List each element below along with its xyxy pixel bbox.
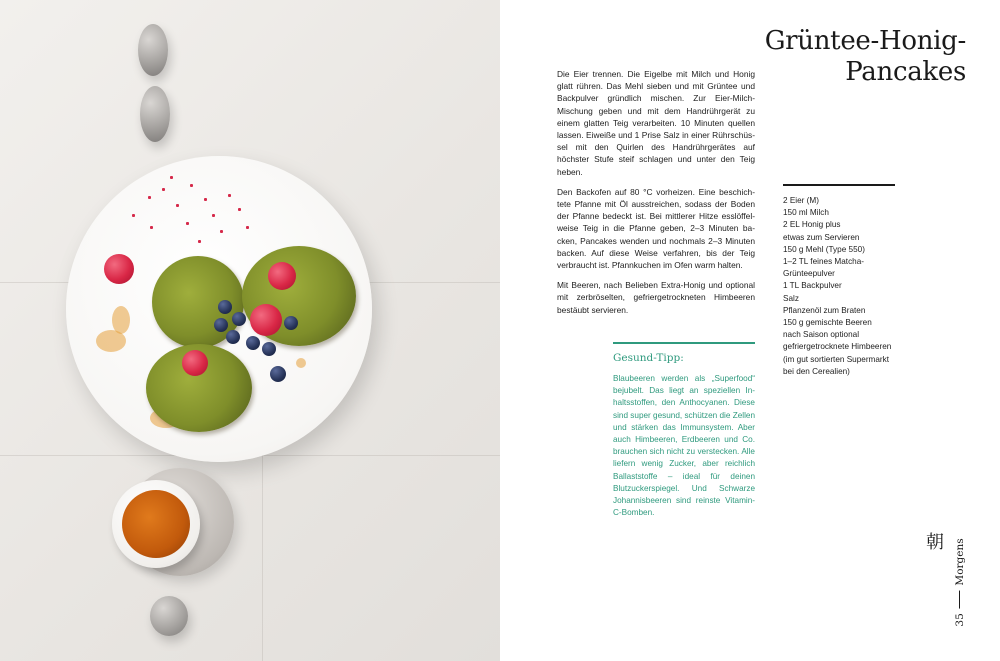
blueberry — [232, 312, 246, 326]
blueberry — [284, 316, 298, 330]
health-tip-text: Blaubeeren werden als „Superfood“ bejubelt. Das liegt an speziellen Inhaltsstoffen, den Anthocyanen. Diese sind super gesund, schützen die Zellen und stärken das Immunsystem. Aber auch Himbeeren, Erdbeeren und Co. brauchen sich nicht zu verstecken. Alle liefern wenig Zucker, aber reichlich Ballaststoffe – ideal für deinen Blutzuckerspiegel. Und Schwarze Johannisbeeren sind reinste Vitamin-C-Bomben. — [613, 374, 756, 518]
ingredient-line: gefriergetrocknete Himbeeren — [783, 342, 892, 352]
raspberry-crumb — [162, 188, 165, 191]
raspberry-crumb — [204, 198, 207, 201]
health-tip-heading: Gesund-Tipp: — [613, 352, 684, 364]
ingredient-line: nach Saison optional — [783, 330, 860, 340]
blueberry — [218, 300, 232, 314]
instructions — [557, 68, 755, 324]
raspberry-crumb — [132, 214, 135, 217]
ingredient-line: etwas zum Servieren — [783, 232, 860, 242]
ingredient-line: bei den Cerealien) — [783, 366, 850, 376]
honey — [122, 490, 190, 558]
recipe-title-line-2: Pancakes — [845, 57, 966, 87]
raspberry-crumb — [170, 176, 173, 179]
ingredient-line: 1 TL Backpulver — [783, 281, 842, 291]
ingredient-line: 2 Eier (M) — [783, 196, 819, 205]
raspberry-crumb — [186, 222, 189, 225]
stone-top — [138, 24, 168, 76]
ingredient-line: Pflanzenöl zum Braten — [783, 305, 866, 315]
recipe-title — [765, 26, 966, 88]
instruction-paragraph: Mit Beeren, nach Belieben Extra-Honig und optional mit zerbröselten, gefriergetrockneten Himbeeren bestäubt servieren. — [557, 280, 755, 315]
raspberry-crumb — [190, 184, 193, 187]
raspberry-crumb — [220, 230, 223, 233]
stone-bottom — [150, 596, 188, 636]
blueberry — [262, 342, 276, 356]
raspberry — [250, 304, 282, 336]
ingredient-line: 1–2 TL feines Matcha- — [783, 257, 865, 267]
ingredient-line: 150 ml Milch — [783, 208, 829, 218]
kanji-morning: 朝 — [926, 532, 944, 553]
raspberry-crumb — [238, 208, 241, 211]
raspberry-crumb — [246, 226, 249, 229]
ingredient-list — [783, 184, 895, 378]
ingredient-line: Salz — [783, 293, 799, 303]
tile-joint — [262, 455, 263, 661]
honey-drizzle — [296, 358, 306, 368]
stone-middle — [140, 86, 170, 142]
honey-drizzle — [112, 306, 130, 334]
health-tip-box — [613, 342, 755, 519]
recipe-title-line-1: Grüntee-Honig- — [764, 26, 966, 56]
ingredient-line: (im gut sortierten Supermarkt — [783, 354, 890, 364]
ingredient-line: 150 g Mehl (Type 550) — [783, 244, 865, 254]
instruction-paragraph: Die Eier trennen. Die Eigelbe mit Milch und Honig glatt rühren. Das Mehl sieben und mit Grüntee und Backpulver gründlich mischen. Zur Eier-Milch-Mischung geben und mit dem Handrührgerät zu einem glatten Teig verarbeiten. 10 Minuten quellen lassen. Eiweiße und 1 Prise Salz in einer Rührschüssel mit den Quirlen des Handrührgerätes auf höchster Stufe steif schlagen und unter den Teig heben. — [557, 69, 755, 177]
ingredient-line: 150 g gemischte Beeren — [783, 318, 872, 328]
footer-divider — [960, 590, 961, 608]
raspberry-crumb — [176, 204, 179, 207]
blueberry — [270, 366, 286, 382]
page-footer — [954, 538, 966, 627]
raspberry-crumb — [212, 214, 215, 217]
ingredient-line: Grünteepulver — [783, 269, 835, 279]
raspberry — [182, 350, 208, 376]
raspberry-crumb — [148, 196, 151, 199]
blueberry — [226, 330, 240, 344]
raspberry — [268, 262, 296, 290]
raspberry-crumb — [198, 240, 201, 243]
raspberry — [104, 254, 134, 284]
page-number: 35 — [954, 613, 966, 627]
raspberry-crumb — [150, 226, 153, 229]
recipe-page — [500, 0, 1000, 661]
blueberry — [214, 318, 228, 332]
section-name: Morgens — [954, 538, 966, 586]
instruction-paragraph: Den Backofen auf 80 °C vorheizen. Eine beschichtete Pfanne mit Öl ausstreichen, sodass der Boden der Pfanne bedeckt ist. Bei mittlerer Hitze esslöffelweise Teig in die Pfanne geben, 2–3 Minuten backen, Pancakes wenden und nochmals 2–3 Minuten backen. Auf diese Weise verfahren, bis der Teig verbraucht ist. Pfannkuchen im Ofen warm halten. — [557, 186, 755, 271]
raspberry-crumb — [228, 194, 231, 197]
ingredient-line: 2 EL Honig plus — [783, 220, 841, 230]
blueberry — [246, 336, 260, 350]
